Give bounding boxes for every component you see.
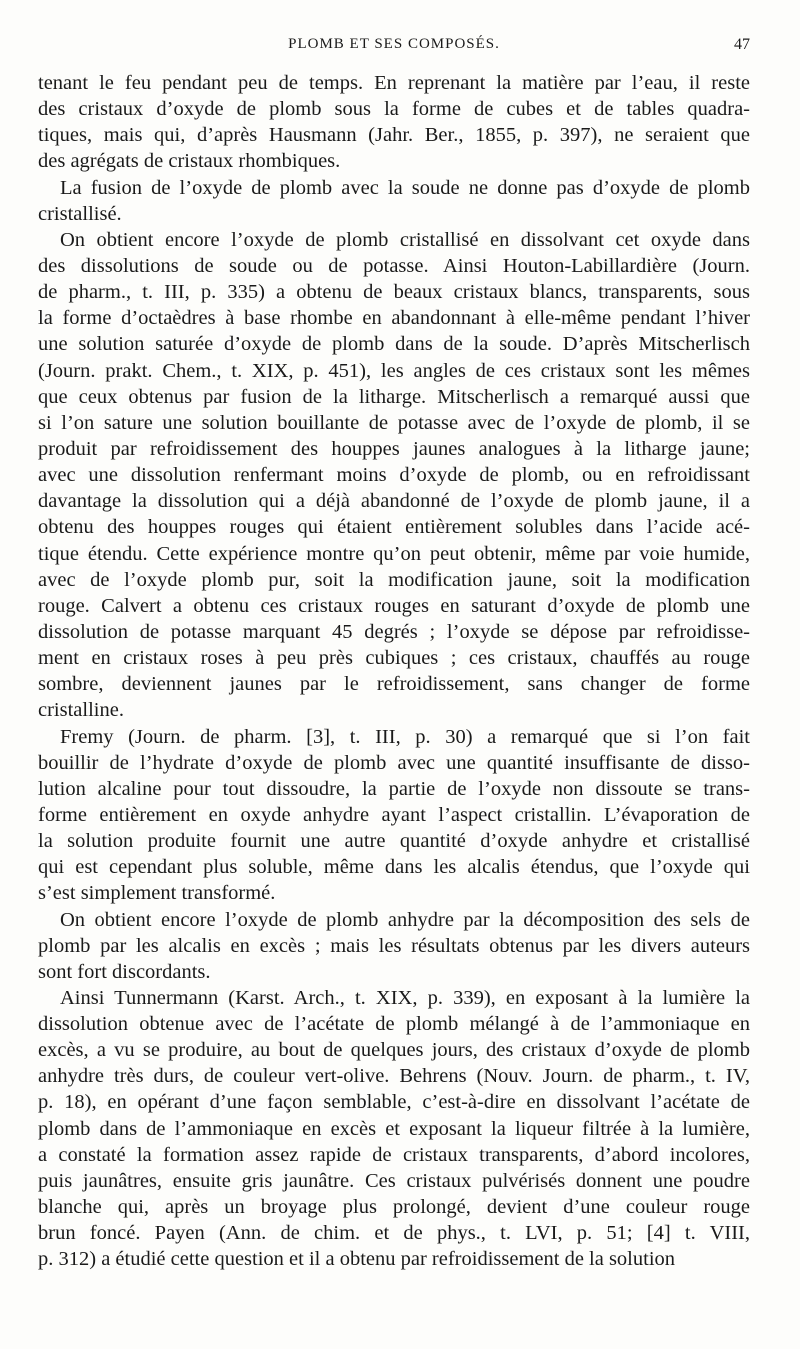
text-line: puis jaunâtres, ensuite gris jaunâtre. Ces cristaux pulvérisés donnent une poudre [38,1169,750,1192]
body-text [38,70,750,1272]
text-line: qui est cependant plus soluble, même dans les alcalis étendus, que l’oxyde qui [38,856,750,879]
text-line: ment en cristaux roses à peu près cubiques ; ces cristaux, chauffés au rouge [38,647,750,670]
text-line: cristallisé. [38,202,122,225]
text-line: a constaté la formation assez rapide de cristaux transparents, d’abord incolores, [38,1143,750,1166]
paragraph [38,724,750,907]
text-line: si l’on sature une solution bouillante de potasse avec de l’oxyde de plomb, il se [38,411,750,434]
text-line: bouillir de l’hydrate d’oxyde de plomb avec une quantité insuffisante de disso- [38,751,750,774]
text-line: de pharm., t. III, p. 335) a obtenu de beaux cristaux blancs, transparents, sous [38,281,750,304]
text-line: brun foncé. Payen (Ann. de chim. et de phys., t. LVI, p. 51; [4] t. VIII, [38,1222,750,1245]
text-line: avec une dissolution renfermant moins d’oxyde de plomb, ou en refroidissant [38,464,750,487]
text-line: davantage la dissolution qui a déjà abandonné de l’oxyde de plomb jaune, il a [38,490,750,513]
text-line: On obtient encore l’oxyde de plomb anhydre par la décomposition des sels de [60,908,750,931]
text-line: excès, a vu se produire, au bout de quelques jours, des cristaux d’oxyde de plomb [38,1039,750,1062]
text-line: rouge. Calvert a obtenu ces cristaux rouges en saturant d’oxyde de plomb une [38,594,750,617]
text-line: cristalline. [38,699,124,722]
text-line: lution alcaline pour tout dissoudre, la partie de l’oxyde non dissoute se trans- [38,777,750,800]
paragraph [38,227,750,724]
paragraph [38,907,750,985]
text-line: sombre, deviennent jaunes par le refroidissement, sans changer de forme [38,673,750,696]
text-line: tiques, mais qui, d’après Hausmann (Jahr. Ber., 1855, p. 397), ne seraient que [38,124,750,147]
text-line: On obtient encore l’oxyde de plomb cristallisé en dissolvant cet oxyde dans [60,228,750,251]
text-line: forme entièrement en oxyde anhydre ayant l’aspect cristallin. L’évaporation de [38,803,750,826]
text-line: une solution saturée d’oxyde de plomb dans de la soude. D’après Mitscherlisch [38,333,750,356]
text-line: sont fort discordants. [38,960,211,983]
text-line: (Journ. prakt. Chem., t. XIX, p. 451), les angles de ces cristaux sont les mêmes [38,359,750,382]
text-line: La fusion de l’oxyde de plomb avec la soude ne donne pas d’oxyde de plomb [60,176,750,199]
running-head [38,36,750,60]
text-line: blanche qui, après un broyage plus prolongé, devient d’une couleur rouge [38,1196,750,1219]
text-line: des cristaux d’oxyde de plomb sous la forme de cubes et de tables quadra- [38,98,750,121]
text-line: anhydre très durs, de couleur vert-olive. Behrens (Nouv. Journ. de pharm., t. IV, [38,1065,750,1088]
text-line: tenant le feu pendant peu de temps. En reprenant la matière par l’eau, il reste [38,72,750,94]
text-line: avec de l’oxyde plomb pur, soit la modification jaune, soit la modification [38,568,750,591]
text-line: Ainsi Tunnermann (Karst. Arch., t. XIX, p. 339), en exposant à la lumière la [60,986,750,1009]
text-line: plomb par les alcalis en excès ; mais les résultats obtenus par les divers auteurs [38,934,750,957]
text-line: dissolution de potasse marquant 45 degrés ; l’oxyde se dépose par refroidisse- [38,620,750,643]
text-line: dissolution obtenue avec de l’acétate de plomb mélangé à de l’ammoniaque en [38,1013,750,1036]
paragraph [38,175,750,227]
text-line: Fremy (Journ. de pharm. [3], t. III, p. 30) a remarqué que si l’on fait [60,725,750,748]
text-line: des dissolutions de soude ou de potasse. Ainsi Houton-Labillardière (Journ. [38,254,750,277]
text-line: plomb dans de l’ammoniaque en excès et exposant la liqueur filtrée à la lumière, [38,1117,750,1140]
text-line: p. 312) a étudié cette question et il a obtenu par refroidissement de la solution [38,1248,676,1271]
text-line: des agrégats de cristaux rhombiques. [38,150,341,173]
text-line: la forme d’octaèdres à base rhombe en abandonnant à elle-même pendant l’hiver [38,307,750,330]
text-line: obtenu des houppes rouges qui étaient entièrement solubles dans l’acide acé- [38,516,750,539]
text-line: s’est simplement transformé. [38,882,276,905]
paragraph [38,70,750,175]
text-line: tique étendu. Cette expérience montre qu’on peut obtenir, même par voie humide, [38,542,750,565]
text-line: que ceux obtenus par fusion de la litharge. Mitscherlisch a remarqué aussi que [38,385,750,408]
text-line: produit par refroidissement des houppes jaunes analogues à la litharge jaune; [38,437,750,460]
text-line: la solution produite fournit une autre quantité d’oxyde anhydre et cristallisé [38,830,750,853]
page-number: 47 [734,36,750,53]
paragraph [38,985,750,1273]
text-line: p. 18), en opérant d’une façon semblable, c’est-à-dire en dissolvant l’acétate de [38,1091,750,1114]
running-title: PLOMB ET SES COMPOSÉS. [288,36,500,52]
